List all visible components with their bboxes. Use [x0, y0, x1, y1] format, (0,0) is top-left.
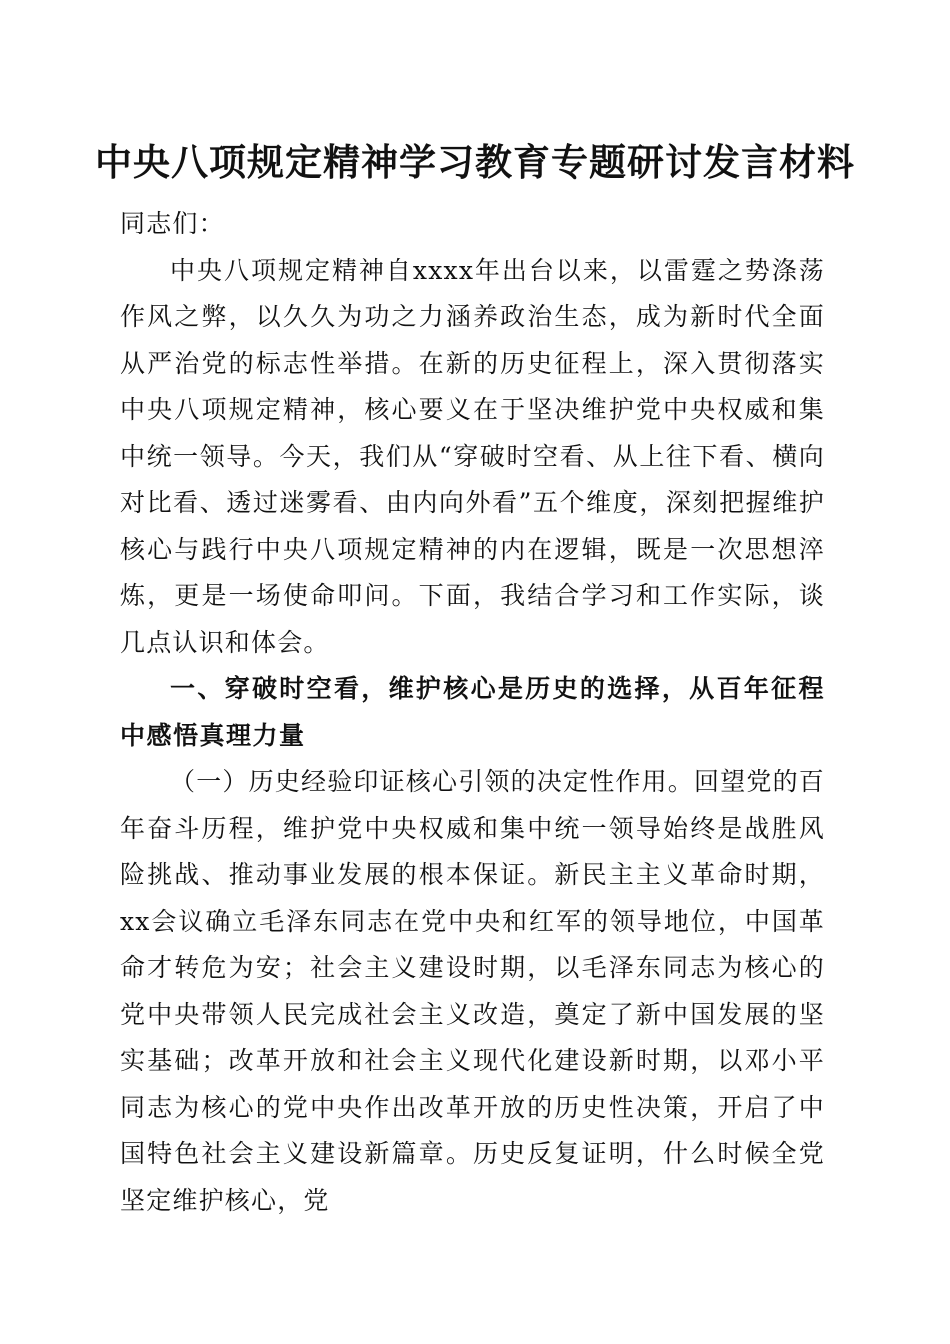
subsection-paragraph: （一）历史经验印证核心引领的决定性作用。回望党的百年奋斗历程，维护党中央权威和集中统一领导始终是战胜风险挑战、推动事业发展的根本保证。新民主主义革命时期，xx会议确立毛泽东同志在党中央和红军的领导地位，中国革命才转危为安；社会主义建设时期，以毛泽东同志为核心的党中央带领人民完成社会主义改造，奠定了新中国发展的坚实基础；改革开放和社会主义现代化建设新时期，以邓小平同志为核心的党中央作出改革开放的历史性决策，开启了中国特色社会主义建设新篇章。历史反复证明，什么时候全党坚定维护核心，党: [120, 767, 826, 1215]
intro-paragraph: 中央八项规定精神自xxxx年出台以来，以雷霆之势涤荡作风之弊，以久久为功之力涵养政治生态，成为新时代全面从严治党的标志性举措。在新的历史征程上，深入贯彻落实中央八项规定精神，核心要义在于坚决维护党中央权威和集中统一领导。今天，我们从“穿破时空看、从上往下看、横向对比看、透过迷雾看、由内向外看”五个维度，深刻把握维护核心与践行中央八项规定精神的内在逻辑，既是一次思想淬炼，更是一场使命叩问。下面，我结合学习和工作实际，谈几点认识和体会。: [120, 255, 825, 657]
document-body: [120, 201, 825, 1224]
salutation: 同志们：: [120, 209, 225, 238]
document-title: 中央八项规定精神学习教育专题研讨发言材料: [95, 140, 855, 184]
section-heading: 一、穿破时空看，维护核心是历史的选择，从百年征程中感悟真理力量: [120, 674, 825, 750]
